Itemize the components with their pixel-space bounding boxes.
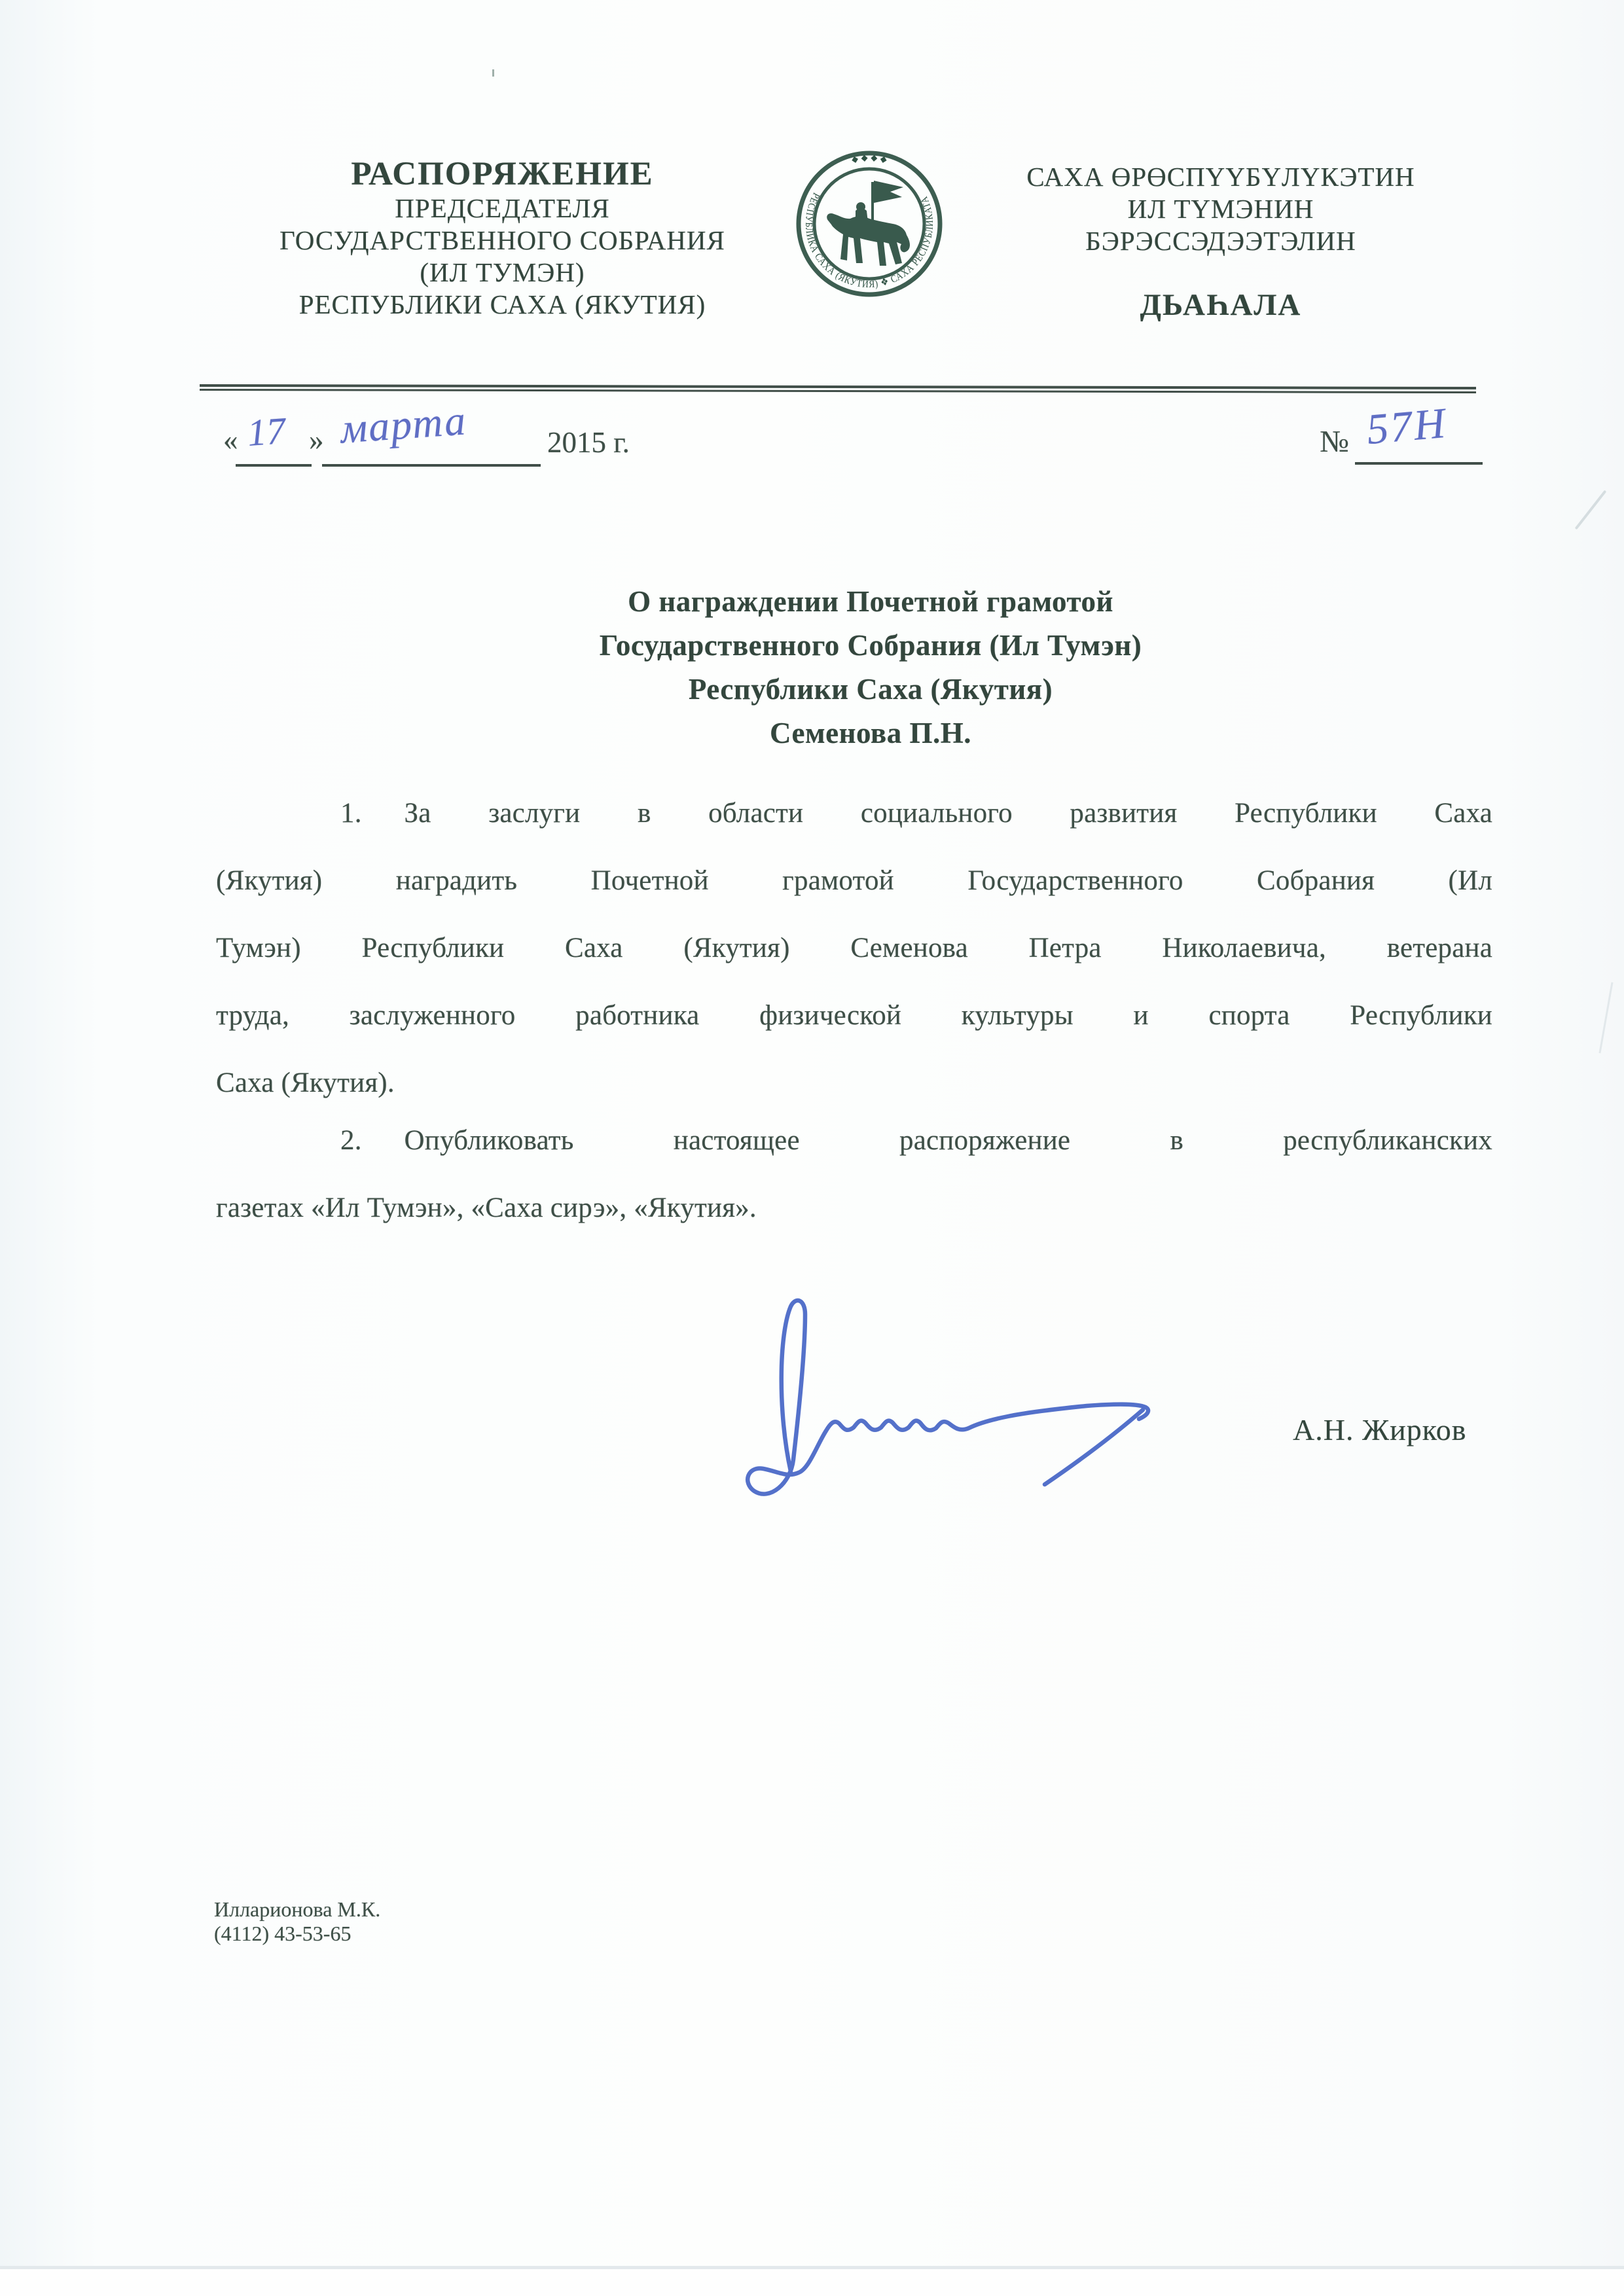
sakha-republic-seal-icon	[793, 148, 945, 300]
scan-crease-artifact	[1598, 982, 1613, 1054]
handwritten-month: марта	[338, 397, 469, 452]
paragraph-line: 1. За заслуги в области социального развития Республики Саха	[340, 798, 1492, 829]
doc-type-sakha: ДЬАҺАЛА	[1140, 288, 1302, 322]
title-line: Семенова П.Н.	[769, 717, 971, 749]
number-sign: №	[1320, 425, 1349, 459]
paragraph-1	[216, 780, 1492, 1117]
letterhead-sakha-line: БЭРЭССЭДЭЭТЭЛИН	[1085, 226, 1356, 256]
date-year: 2015 г.	[547, 426, 630, 459]
scan-crease-artifact	[1575, 490, 1607, 530]
paragraph-line: труда, заслуженного работника физической культуры и спорта Республики	[216, 1000, 1492, 1031]
seal-ring-text: РЕСПУБЛИКА САХА (ЯКУТИЯ) ❖ САХА РЕСПУБЛИКАТА	[803, 190, 936, 291]
letterhead-russian-line: ПРЕДСЕДАТЕЛЯ	[395, 193, 610, 223]
date-open-quote: «	[223, 423, 238, 456]
date-close-quote: »	[309, 423, 324, 456]
paragraph-line: (Якутия) наградить Почетной грамотой Государственного Собрания (Ил	[216, 865, 1492, 896]
letterhead-russian-line: ГОСУДАРСТВЕННОГО СОБРАНИЯ	[280, 225, 725, 255]
letterhead-sakha-line: ИЛ ТҮМЭНИН	[1127, 194, 1314, 224]
paragraph-2	[216, 1107, 1492, 1242]
signature-autograph	[713, 1295, 1172, 1511]
scan-speck-artifact	[492, 69, 494, 77]
letterhead-sakha-line: САХА ӨРӨСПҮҮБҮЛҮКЭТИН	[1026, 162, 1415, 192]
title-line: О награждении Почетной грамотой	[628, 585, 1113, 618]
state-seal	[793, 148, 945, 300]
letterhead-russian-line: РЕСПУБЛИКИ САХА (ЯКУТИЯ)	[298, 289, 706, 319]
paragraph-line: 2. Опубликовать настоящее распоряжение в республиканских	[340, 1125, 1492, 1156]
scanner-background	[0, 2269, 1624, 2296]
doc-type-russian: РАСПОРЯЖЕНИЕ	[351, 156, 654, 192]
day-underline	[236, 464, 312, 467]
signatory-name: А.Н. Жирков	[1293, 1413, 1467, 1446]
horse-rider-banner-icon	[827, 181, 910, 266]
month-underline	[322, 464, 541, 467]
title-line: Государственного Собрания (Ил Тумэн)	[599, 629, 1142, 662]
letterhead-russian-line: (ИЛ ТУМЭН)	[420, 257, 585, 287]
seal-ornament: ◆ ◆ ◆ ◆	[850, 152, 888, 166]
paragraph-line: Тумэн) Республики Саха (Якутия) Семенова Петра Николаевича, ветерана	[216, 933, 1492, 963]
signature-ink-icon	[713, 1295, 1172, 1511]
number-underline	[1355, 462, 1483, 465]
letterhead-sakha	[979, 161, 1463, 323]
letterhead-divider-rule	[200, 384, 1476, 393]
title-line: Республики Саха (Якутия)	[688, 673, 1053, 706]
footer-contact	[214, 1897, 380, 1946]
handwritten-number: 57Н	[1365, 399, 1449, 454]
contact-name: Илларионова М.К.	[214, 1897, 381, 1921]
letterhead-russian	[196, 156, 808, 321]
document-title	[275, 580, 1466, 755]
paragraph-line: газетах «Ил Тумэн», «Саха сирэ», «Якутия».	[216, 1193, 757, 1223]
contact-phone: (4112) 43-53-65	[214, 1922, 352, 1945]
handwritten-day: 17	[245, 409, 287, 454]
paragraph-line: Саха (Якутия).	[216, 1067, 395, 1098]
